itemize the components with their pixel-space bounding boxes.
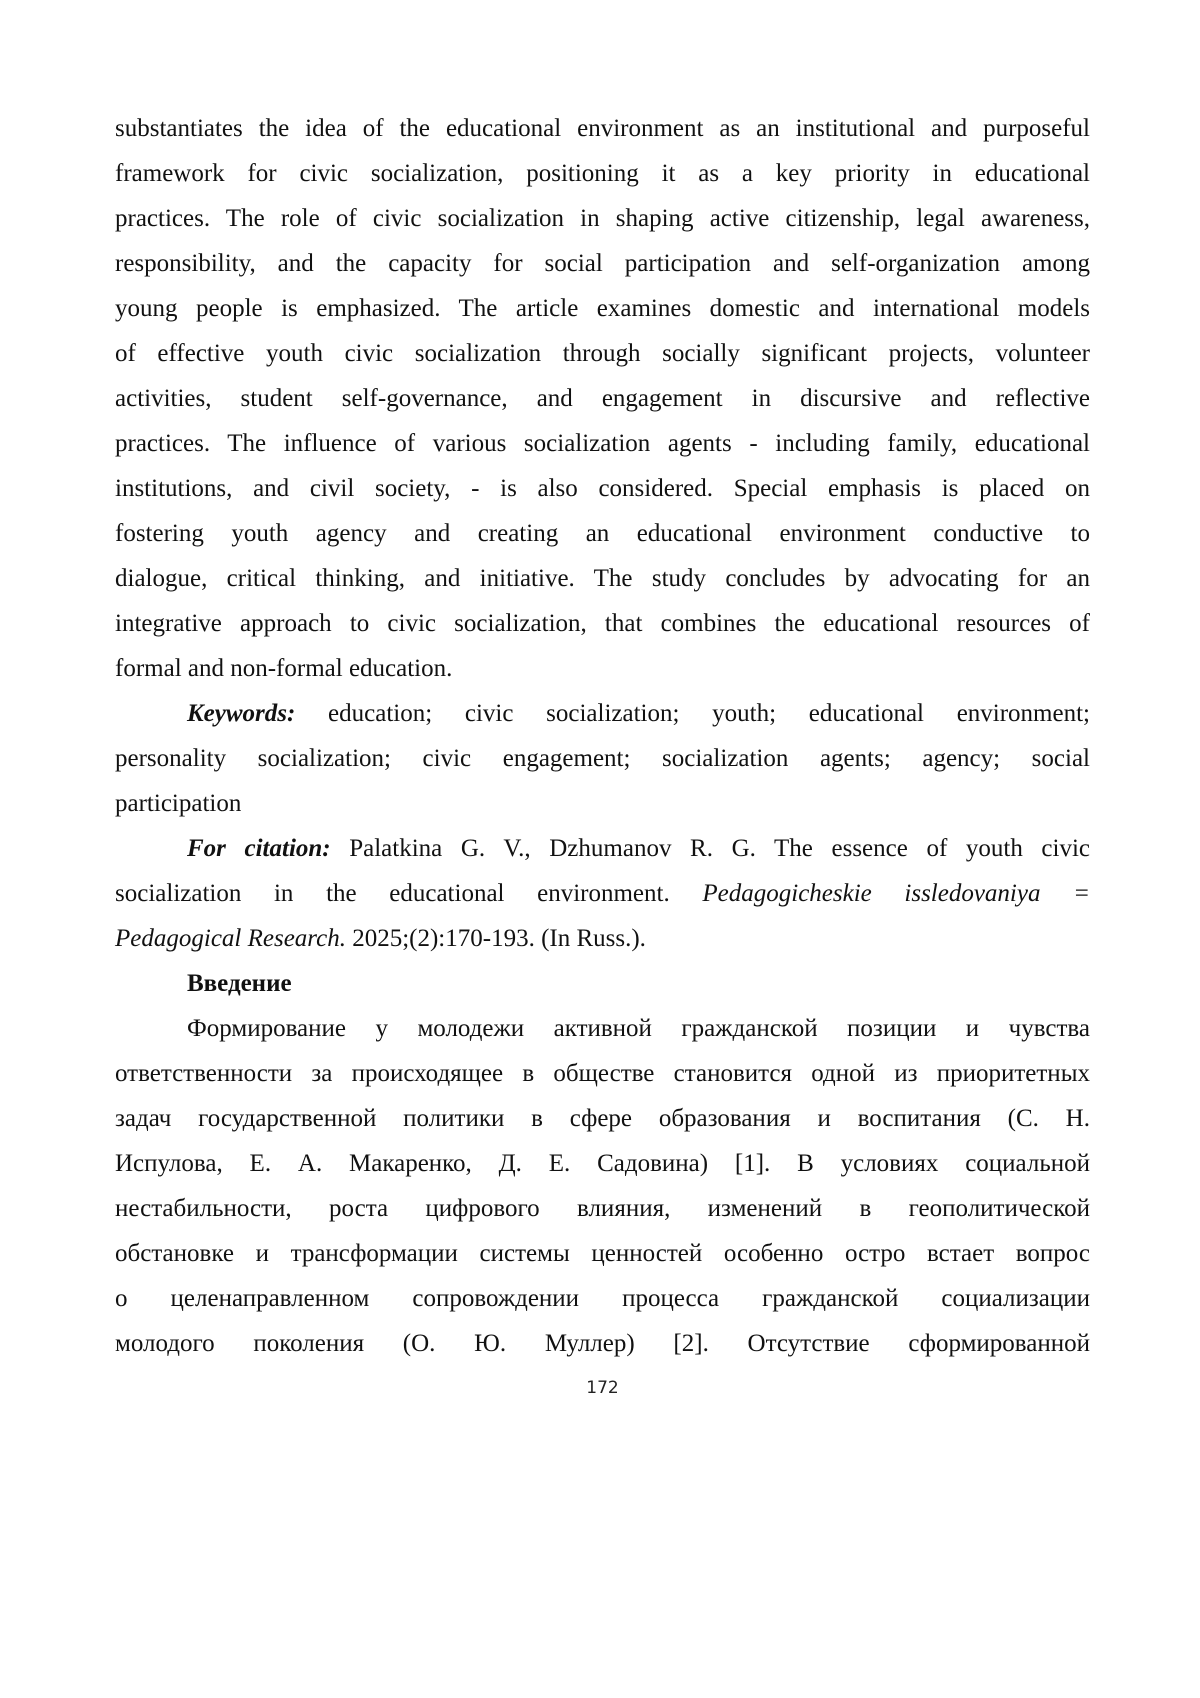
text-line: задач государственной политики в сфере образования и воспитания (С. Н. [115,1105,1090,1132]
citation-paragraph [115,826,1090,961]
section-heading: Введение [187,970,292,997]
text-line: нестабильности, роста цифрового влияния, изменений в геополитической [115,1195,1090,1222]
text-line: responsibility, and the capacity for social participation and self-organization among [115,250,1090,277]
intro-paragraph [115,1006,1090,1366]
text-line: institutions, and civil society, - is also considered. Special emphasis is placed on [115,475,1090,502]
document-page [115,106,1090,1411]
journal-name: Pedagogicheskie issledovaniya = [702,880,1090,907]
text-line: activities, student self-governance, and engagement in discursive and reflective [115,385,1090,412]
text-line [115,916,1090,961]
text-line: young people is emphasized. The article examines domestic and international models [115,295,1090,322]
page-number: 172 [586,1378,619,1398]
text-line: fostering youth agency and creating an educational environment conductive to [115,520,1090,547]
keywords-text: education; civic socialization; youth; educational environment; [295,700,1090,727]
keywords-paragraph [115,691,1090,826]
journal-name: Pedagogical Research. [115,925,346,952]
text-line [115,871,1090,916]
text-line: dialogue, critical thinking, and initiative. The study concludes by advocating for an [115,565,1090,592]
text-line: formal and non-formal education. [115,655,453,682]
text-line: personality socialization; civic engagement; socialization agents; agency; social [115,745,1090,772]
text-line: framework for civic socialization, positioning it as a key priority in educational [115,160,1090,187]
text-line: practices. The role of civic socialization in shaping active citizenship, legal awareness, [115,205,1090,232]
text-line: Испулова, Е. А. Макаренко, Д. Е. Садовина) [1]. В условиях социальной [115,1150,1090,1177]
text-line: practices. The influence of various socialization agents - including family, educational [115,430,1090,457]
citation-text: socialization in the educational environment. [115,880,703,907]
abstract-paragraph [115,106,1090,691]
text-line: integrative approach to civic socialization, that combines the educational resources of [115,610,1090,637]
text-line: substantiates the idea of the educational environment as an institutional and purposeful [115,115,1090,142]
text-line [115,826,1090,871]
text-line: о целенаправленном сопровождении процесса гражданской социализации [115,1285,1090,1312]
text-line: of effective youth civic socialization through socially significant projects, volunteer [115,340,1090,367]
text-line: молодого поколения (О. Ю. Муллер) [2]. Отсутствие сформированной [115,1330,1090,1357]
text-line: participation [115,790,242,817]
text-line: обстановке и трансформации системы ценностей особенно остро встает вопрос [115,1240,1090,1267]
citation-text: Palatkina G. V., Dzhumanov R. G. The essence of youth civic [330,835,1091,862]
citation-label: For citation: [187,835,331,862]
text-line [115,691,1090,736]
text-line: Формирование у молодежи активной гражданской позиции и чувства [187,1015,1090,1042]
citation-text: 2025;(2):170-193. (In Russ.). [345,925,646,952]
keywords-label: Keywords: [187,700,296,727]
text-line: ответственности за происходящее в обществе становится одной из приоритетных [115,1060,1090,1087]
